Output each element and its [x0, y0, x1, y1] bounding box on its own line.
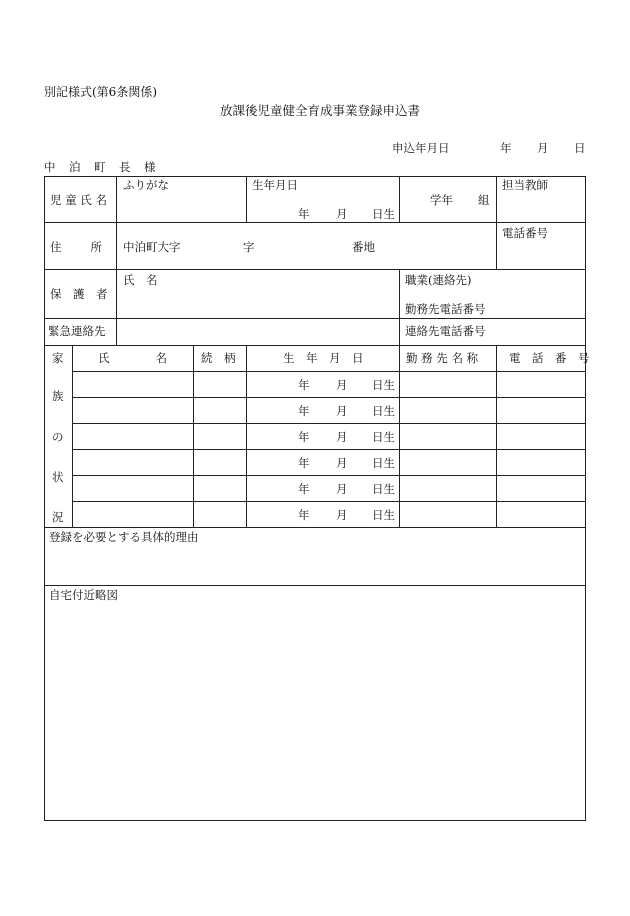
family-row-day: 日生: [372, 508, 395, 522]
family-row-day: 日生: [372, 482, 395, 496]
family-row-month: 月: [336, 404, 348, 418]
row-divider: [72, 371, 586, 372]
class-label: 組: [478, 193, 490, 207]
row-divider: [44, 585, 586, 586]
col-divider: [193, 345, 194, 527]
family-row-month: 月: [336, 482, 348, 496]
family-header-name: 氏 名: [98, 351, 167, 365]
row-divider: [44, 318, 586, 319]
col-divider: [399, 176, 400, 222]
address-banchi: 番地: [352, 240, 375, 254]
map-label: 自宅付近略図: [49, 588, 118, 602]
row-divider: [72, 475, 586, 476]
application-date-label: 申込年月日: [392, 141, 450, 155]
family-row-month: 月: [336, 456, 348, 470]
family-side-char: 況: [52, 510, 64, 524]
application-date-year: 年: [500, 141, 512, 155]
col-divider: [496, 176, 497, 269]
family-side-char: 状: [52, 470, 64, 484]
family-row-year: 年: [298, 430, 310, 444]
row-divider: [72, 397, 586, 398]
emergency-phone-label: 連絡先電話番号: [405, 324, 486, 338]
family-header-birth: 生 年 月 日: [283, 351, 364, 365]
row-divider: [44, 269, 586, 270]
col-divider: [399, 269, 400, 345]
col-divider: [72, 345, 73, 527]
family-side-char: 族: [52, 389, 64, 403]
col-divider: [116, 176, 117, 318]
guardian-work-phone-label: 勤務先電話番号: [405, 302, 486, 316]
child-birth-day: 日生: [372, 207, 395, 221]
address-aza: 字: [243, 240, 255, 254]
col-divider: [496, 345, 497, 527]
reason-label: 登録を必要とする具体的理由: [49, 530, 199, 544]
row-divider: [44, 527, 586, 528]
phone-number-label: 電話番号: [502, 226, 548, 240]
guardian-label: 保 護 者: [50, 287, 108, 301]
col-divider: [246, 176, 247, 222]
guardian-name-label: 氏 名: [123, 273, 158, 287]
form-title: 放課後児童健全育成事業登録申込書: [220, 103, 421, 118]
child-birth-label: 生年月日: [252, 178, 298, 192]
family-row-month: 月: [336, 508, 348, 522]
row-divider: [44, 222, 586, 223]
family-row-day: 日生: [372, 456, 395, 470]
address-label: 住 所: [50, 240, 104, 254]
family-row-month: 月: [336, 430, 348, 444]
address-town: 中泊町大字: [123, 240, 181, 254]
row-divider: [72, 423, 586, 424]
col-divider: [246, 345, 247, 527]
family-row-day: 日生: [372, 378, 395, 392]
family-row-year: 年: [298, 404, 310, 418]
family-row-day: 日生: [372, 404, 395, 418]
guardian-job-label: 職業(連絡先): [405, 273, 472, 287]
child-name-label: 児 童 氏 名: [50, 193, 107, 207]
family-row-year: 年: [298, 378, 310, 392]
application-date-day: 日: [574, 141, 586, 155]
row-divider: [72, 449, 586, 450]
family-row-day: 日生: [372, 430, 395, 444]
family-header-phone: 電 話 番 号: [509, 351, 590, 365]
family-side-char: 家: [52, 351, 64, 365]
application-date-month: 月: [537, 141, 549, 155]
grade-label: 学年: [430, 193, 453, 207]
family-side-char: の: [52, 430, 64, 444]
row-divider: [44, 345, 586, 346]
family-row-year: 年: [298, 508, 310, 522]
family-header-workplace: 勤 務 先 名 称: [406, 351, 479, 365]
col-divider: [116, 318, 117, 345]
addressee: 中 泊 町 長 様: [44, 160, 157, 174]
form-reference: 別記様式(第6条関係): [44, 85, 157, 99]
col-divider: [399, 345, 400, 527]
furigana-label: ふりがな: [123, 178, 169, 192]
child-birth-month: 月: [336, 207, 348, 221]
family-row-year: 年: [298, 482, 310, 496]
family-row-year: 年: [298, 456, 310, 470]
child-birth-year: 年: [298, 207, 310, 221]
emergency-contact-label: 緊急連絡先: [48, 324, 106, 338]
family-row-month: 月: [336, 378, 348, 392]
teacher-label: 担当教師: [502, 178, 548, 192]
family-header-relation: 続 柄: [201, 351, 236, 365]
row-divider: [72, 501, 586, 502]
